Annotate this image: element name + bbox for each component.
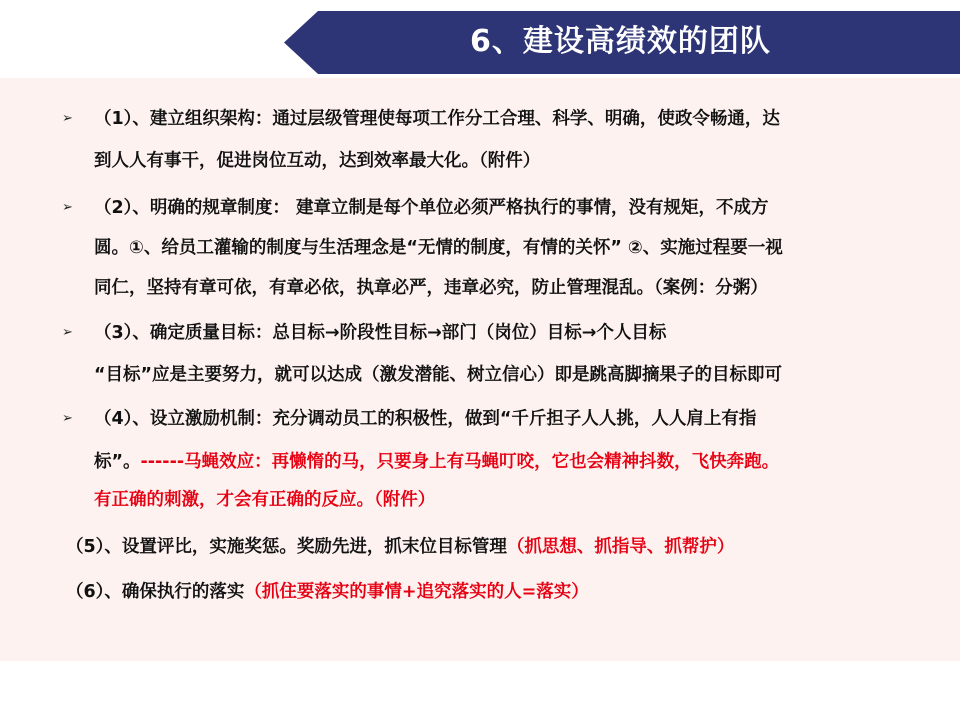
bullet-icon: ➢ xyxy=(62,325,73,340)
item6-text: （6）、确保执行的落实 xyxy=(66,582,245,602)
item4-line3: 有正确的刺激，才会有正确的反应。（附件） xyxy=(94,490,436,510)
item4-line2 xyxy=(94,449,779,475)
item5-text: （5）、设置评比，实施奖惩。奖励先进，抓末位目标管理 xyxy=(66,537,507,557)
bullet-icon: ➢ xyxy=(62,200,73,215)
item2-line1: （2）、明确的规章制度： 建章立制是每个单位必须严格执行的事情，没有规矩，不成方 xyxy=(94,198,769,218)
item4-line2-text: 标”。 xyxy=(94,452,141,472)
item3-line2: “目标”应是主要努力，就可以达成（激发潜能、树立信心）即是跳高脚摘果子的目标即可 xyxy=(94,365,782,385)
item5-line xyxy=(66,534,734,560)
item5-highlight: （抓思想、抓指导、抓帮护） xyxy=(506,537,735,557)
item1-line2: 到人人有事干，促进岗位互动，达到效率最大化。（附件） xyxy=(94,151,541,171)
item3-line1: （3）、确定质量目标：总目标→阶段性目标→部门（岗位）目标→个人目标 xyxy=(94,323,667,343)
item6-line xyxy=(66,579,589,605)
item2-line3: 同仁，坚持有章可依，有章必依，执章必严，违章必究，防止管理混乱。（案例：分粥） xyxy=(94,278,768,298)
item1-line1: （1）、建立组织架构：通过层级管理使每项工作分工合理、科学、明确，使政令畅通，达 xyxy=(94,109,780,129)
bullet-icon: ➢ xyxy=(62,111,73,126)
horsefly-effect-text: ------马蝇效应：再懒惰的马，只要身上有马蝇叮咬，它也会精神抖数，飞快奔跑。 xyxy=(140,452,780,472)
item6-highlight: （抓住要落实的事情+追究落实的人=落实） xyxy=(244,582,589,602)
item2-line2: 圆。①、给员工灌输的制度与生活理念是“无情的制度，有情的关怀” ②、实施过程要一视 xyxy=(94,238,783,258)
slide-title: 6、建设高绩效的团队 xyxy=(470,24,771,59)
item4-line1: （4）、设立激励机制：充分调动员工的积极性，做到“千斤担子人人挑，人人肩上有指 xyxy=(94,409,757,429)
bullet-icon: ➢ xyxy=(62,411,73,426)
